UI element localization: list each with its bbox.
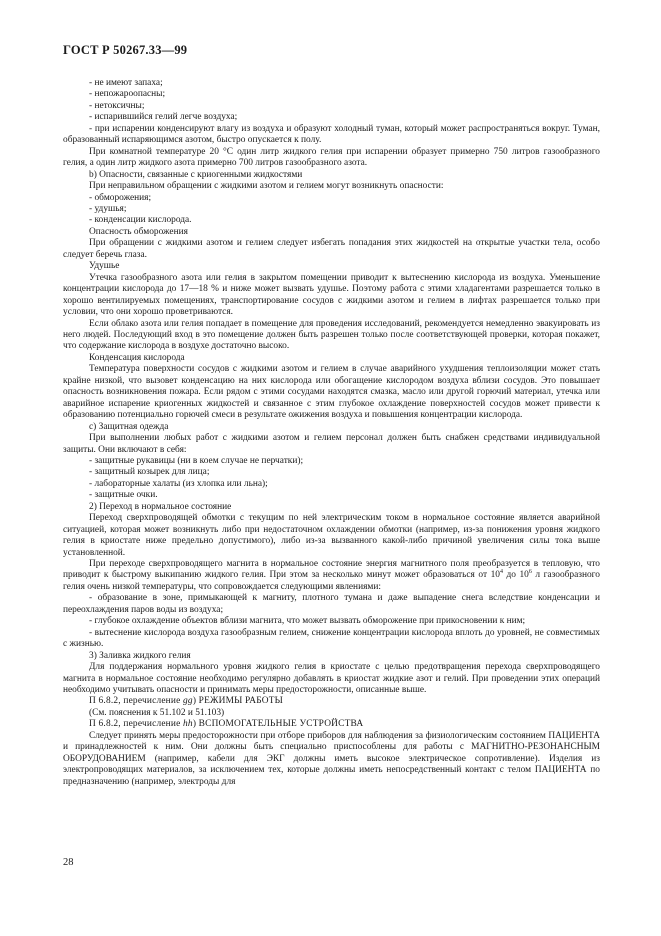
paragraph: При комнатной температуре 20 °С один литр жидкого гелия при испарении образует примерно 750 литров газообразного гелия, а один литр жидкого азота примерно 700 литров газообразного азота. xyxy=(63,146,600,169)
list-item: - не имеют запаха; xyxy=(89,78,163,88)
paragraph: (См. пояснения к 51.102 и 51.103) xyxy=(89,707,225,718)
list-item: - вытеснение кислорода воздуха газообразным гелием, снижение концентрации кислорода вплоть до уровней, не совместимых с жизнью. xyxy=(63,627,600,650)
clause-heading xyxy=(63,696,600,707)
section-heading: 3) Заливка жидкого гелия xyxy=(89,650,191,661)
subsection-heading: Конденсация кислорода xyxy=(89,352,185,363)
paragraph: Утечка газообразного азота или гелия в закрытом помещении приводит к вытеснению кислорода из воздуха. Уменьшение концентрации кислорода до 17—18 % и ниже может вызвать удушье. Поэтому работа с этими хладагентами разрешается только в хорошо вентилируемых помещениях, транспортирование сосудов с жидкими азотом и гелием в лифтах разрешается только при условии, что они хорошо проветриваются. xyxy=(63,272,600,318)
text-run: При переходе сверхпроводящего магнита в нормальное состояние энергия магнитного поля преобразуется в тепловую, что приводит к быстрому выкипанию жидкого гелия. При этом за несколько минут может образоваться от 10 xyxy=(63,559,600,581)
italic-run: hh xyxy=(183,719,193,730)
section-heading: b) Опасности, связанные с криогенными жидкостями xyxy=(89,169,303,180)
document-body xyxy=(63,78,600,788)
list-item: - нетоксичны; xyxy=(89,100,145,111)
superscript: 4 xyxy=(499,569,503,576)
section-heading: c) Защитная одежда xyxy=(89,421,169,432)
page-number: 28 xyxy=(63,857,74,868)
clause-heading xyxy=(63,719,600,730)
italic-run: gg xyxy=(183,696,193,707)
list-item: - глубокое охлаждение объектов вблизи магнита, что может вызвать обморожение при прикосновении к ним; xyxy=(89,616,526,627)
standard-header: ГОСТ Р 50267.33—99 xyxy=(63,43,188,57)
list-item: - при испарении конденсируют влагу из воздуха и образуют холодный туман, который может распространяться вокруг. Туман, образованный испаряющимся азотом, быстро опускается к полу. xyxy=(63,123,600,146)
section-heading: 2) Переход в нормальное состояние xyxy=(89,501,232,512)
list-item: - образование в зоне, примыкающей к магниту, плотного тумана и даже выпадение снега вследствие конденсации и переохлаждения паров воды из воздуха; xyxy=(63,593,600,615)
text-run: П 6.8.2, перечисление xyxy=(89,719,184,730)
paragraph: При неправильном обращении с жидкими азотом и гелием могут возникнуть опасности: xyxy=(89,181,444,192)
paragraph xyxy=(63,559,600,593)
text-run: л газообразного гелия очень низкой температуры, что сопровождается следующими явлениями: xyxy=(63,570,600,592)
list-item: - защитные очки. xyxy=(89,490,158,501)
subsection-heading: Удушье xyxy=(89,261,120,272)
paragraph: Для поддержания нормального уровня жидкого гелия в криостате с целью предотвращения перехода сверхпроводящего магнита в нормальное состояние необходимо регулярно добавлять в криостат жидкие азот и гелий. При проведении этих операций необходимо учитывать опасности и принимать меры предосторожности, описанные выше. xyxy=(63,662,600,696)
list-item: - лабораторные халаты (из хлопка или льна); xyxy=(89,478,268,489)
list-item: - конденсации кислорода. xyxy=(89,215,192,226)
paragraph: Если облако азота или гелия попадает в помещение для проведения исследований, рекомендуется немедленно эвакуировать из него людей. Последующий вход в это помещение должен быть разрешен только после соответствующей проверки, которая покажет, что содержание кислорода в воздухе достаточно высоко. xyxy=(63,318,600,352)
list-item: - защитные рукавицы (ни в коем случае не перчатки); xyxy=(89,455,304,466)
superscript: 6 xyxy=(528,569,532,576)
paragraph: Следует принять меры предосторожности при отборе приборов для наблюдения за физиологическим состоянием ПАЦИЕНТА и принадлежностей к ним. Они должны быть специально приспособлены для работы с МАГНИТНО-РЕЗОНАНСНЫМ ОБОРУДОВАНИЕМ (например, кабели для ЭКГ должны иметь высокое электрическое сопротивление). Изделия из электропроводящих материалов, за исключением тех, которые должны иметь непосредственный контакт с телом ПАЦИЕНТА по предназначению (например, электроды для xyxy=(63,730,600,787)
paragraph: При выполнении любых работ с жидкими азотом и гелием персонал должен быть снабжен средствами индивидуальной защиты. Они включают в себя: xyxy=(63,433,600,455)
paragraph: Температура поверхности сосудов с жидкими азотом и гелием в случае аварийного ухудшения теплоизоляции может стать крайне низкой, что вызовет конденсацию на них кислорода или обогащение кислородом воздуха вблизи сосудов. Это повышает опасность возникновения пожара. Если рядом с этими сосудами находятся смазка, масло или другой горючий материал, утечка или аварийное испарение криогенных жидкостей и связанное с этим глубокое охлаждение поверхностей сосудов может привести к образованию потенциально горючей смеси в результате ожижения воздуха и повышения концентрации кислорода. xyxy=(63,364,600,421)
text-run: до 10 xyxy=(502,570,529,581)
paragraph: Переход сверхпроводящей обмотки с текущим по ней электрическим током в нормальное состояние является аварийной ситуацией, которая может возникнуть либо при недостаточном охлаждении обмотки (например, из-за понижения уровня жидкого гелия в криостате ниже предельно допустимого), либо из-за вызванного какой-либо причиной увеличения силы тока выше установленной. xyxy=(63,513,600,558)
subsection-heading: Опасность обморожения xyxy=(89,226,188,237)
list-item: - защитный козырек для лица; xyxy=(89,467,210,478)
paragraph: При обращении с жидкими азотом и гелием следует избегать попадания этих жидкостей на открытые участки тела, особо следует беречь глаза. xyxy=(63,238,600,260)
text-run: ) ВСПОМОГАТЕЛЬНЫЕ УСТРОЙСТВА xyxy=(192,719,364,730)
list-item: - удушья; xyxy=(89,203,127,214)
list-item: - испарившийся гелий легче воздуха; xyxy=(89,112,238,123)
text-run: ) РЕЖИМЫ РАБОТЫ xyxy=(192,696,284,707)
list-item: - обморожения; xyxy=(89,192,152,203)
text-run: П 6.8.2, перечисление xyxy=(89,696,184,707)
list-item: - непожароопасны; xyxy=(89,89,166,100)
